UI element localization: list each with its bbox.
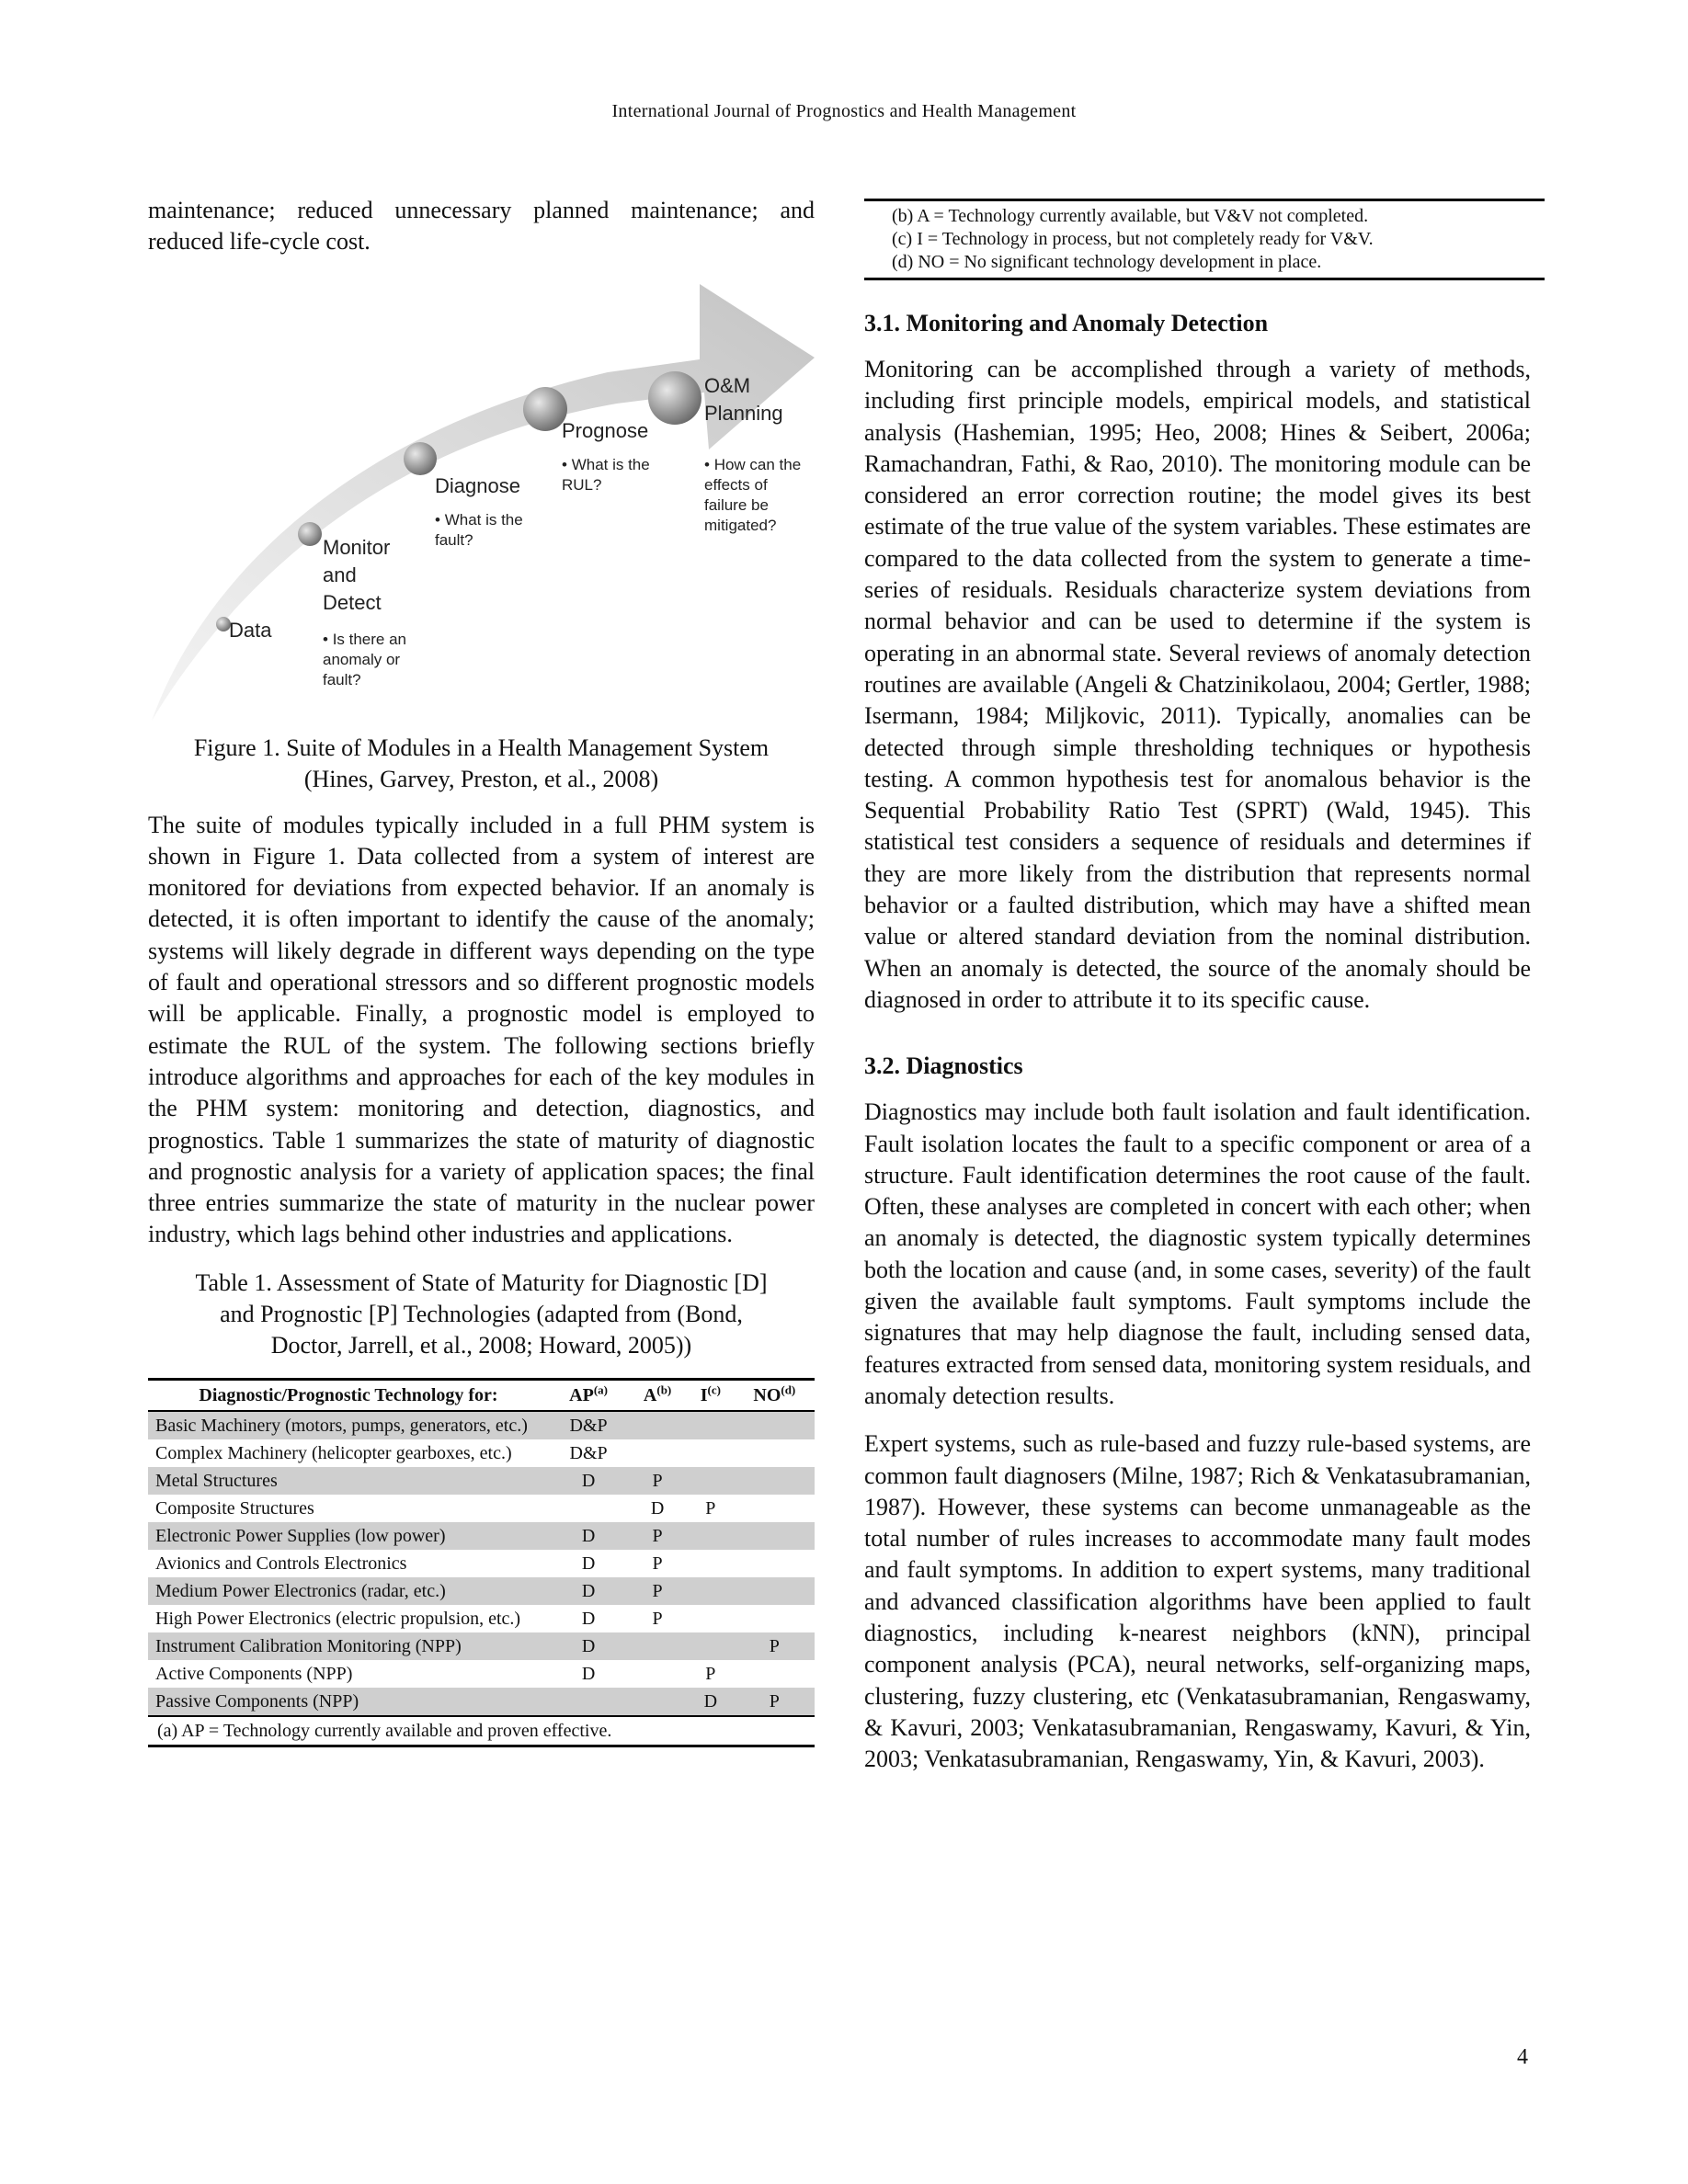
stage-bullet-prognose: • What is the RUL?: [562, 455, 650, 494]
left-column: [148, 195, 815, 1747]
cell-no: [735, 1577, 815, 1605]
stage-bullet-om: • How can the effects of failure be mitigated?: [704, 455, 802, 534]
col-header-no: NO$^{(d)}$: [735, 1379, 815, 1411]
cell-technology: Composite Structures: [155, 1497, 314, 1519]
table-row: [148, 1439, 815, 1467]
stage-bullet-monitor: • Is there an anomaly or fault?: [323, 630, 407, 688]
cell-no: [735, 1660, 815, 1688]
cell-a: P: [628, 1577, 687, 1605]
cell-ap: D: [549, 1632, 628, 1660]
page-number: 4: [1517, 2045, 1528, 2069]
stage-label-diagnose: Diagnose: [435, 473, 520, 497]
cell-technology: Instrument Calibration Monitoring (NPP): [148, 1632, 549, 1660]
cell-a: P: [652, 1553, 663, 1574]
cell-a: P: [652, 1608, 663, 1629]
cell-no: [735, 1439, 815, 1467]
cell-i: P: [705, 1497, 716, 1519]
cell-a: [628, 1411, 687, 1439]
col-header-i: $I^{(c)}$: [687, 1379, 735, 1411]
table-notes: [864, 199, 1545, 280]
footnote-a: (a) AP = Technology currently available and proven effective.: [148, 1716, 815, 1746]
cell-technology: Electronic Power Supplies (low power): [148, 1522, 549, 1550]
running-header: International Journal of Prognostics and Health Management: [611, 101, 1077, 121]
cell-i: [687, 1550, 735, 1577]
section-31-text: Monitoring can be accomplished through a variety of methods, including first principle models, empirical models, and statistical analysis (Hashemian, 1995; Heo, 2008; Hines & Seibert, 2006a; Ramachandran, Fathi, & Rao, 2010). The monitoring module can be considered an error correction routine; the model gives its best estimate of the true value of the system variables. These estimates are compared to the data collected from the system to generate a time-series of residuals. Residuals characterize system deviations from normal behavior and can be used to determine if the system is operating in an abnormal state. Several reviews of anomaly detection routines are available (Angeli & Chatzinikolaou, 2004; Gertler, 1988; Isermann, 1984; Miljkovic, 2011). Typically, anomalies can be detected through simple thresholding techniques or hypothesis testing. A common hypothesis test for anomalous behavior is the Sequential Probability Ratio Test (SPRT) (Wald, 1945). This statistical test considers a sequence of residuals and determines if they are more likely from the distribution that represents normal behavior or a faulted distribution, which may have a shifted mean value or altered standard deviation from the nominal distribution. When an anomaly is detected, the source of the anomaly should be diagnosed in order to attribute it to its specific cause.: [864, 356, 1531, 1013]
table-row: [148, 1550, 815, 1577]
cell-ap: D: [581, 1608, 596, 1629]
cell-a: P: [628, 1522, 687, 1550]
cell-a: [628, 1632, 687, 1660]
body-paragraph: The suite of modules typically included in a full PHM system is shown in Figure 1. Data collected from a system of interest are monitored for deviations from expected behavior. If an anomaly is detected, it is often important to identify the cause of the anomaly; systems will likely degrade in different ways depending on the type of fault and operational stressors and so different prognostic models will be applicable. Finally, a prognostic model is employed to estimate the RUL of the system. The following sections briefly introduce algorithms and approaches for each of the key modules in the PHM system: monitoring and detection, diagnostics, and prognostics. Table 1 summarizes the state of maturity of diagnostic and prognostic analysis for a variety of application spaces; the final three entries summarize the state of maturity in the nuclear power industry, which lags behind other industries and applications.: [148, 811, 815, 1248]
col-header-technology: Diagnostic/Prognostic Technology for:: [148, 1379, 549, 1411]
note-b: (b) A = Technology currently available, but V&V not completed.: [892, 206, 1369, 226]
cell-technology: Passive Components (NPP): [148, 1688, 549, 1716]
figure-caption-line2: (Hines, Garvey, Preston, et al., 2008): [303, 765, 659, 792]
stage-label-data: Data: [229, 618, 272, 642]
cell-no: [735, 1605, 815, 1632]
cell-i: [687, 1467, 735, 1495]
table-row: [148, 1467, 815, 1495]
cell-no: [735, 1550, 815, 1577]
table-caption-line2: and Prognostic [P] Technologies (adapted from (Bond,: [220, 1300, 743, 1327]
figure-1: [148, 284, 815, 733]
section-32-heading: 3.2. Diagnostics: [864, 1052, 1023, 1080]
table-caption-line1: Table 1. Assessment of State of Maturity for Diagnostic [D]: [195, 1268, 768, 1296]
cell-a: P: [628, 1467, 687, 1495]
table-row: [148, 1577, 815, 1605]
stage-label-prognose: Prognose: [562, 418, 649, 442]
table-footnote-row: [148, 1716, 815, 1746]
cell-ap: D: [549, 1522, 628, 1550]
cell-a: [628, 1660, 687, 1688]
section-32-text2: Expert systems, such as rule-based and fuzzy rule-based systems, are common fault diagnosers (Milne, 1987; Rich & Venkatasubramanian, 1987). However, these systems can become unmanageable as the total number of rules increases to accommodate many fault modes and fault symptoms. In addition to expert systems, many traditional and advanced classification algorithms have been applied to fault diagnostics, including k-nearest neighbors (kNN), principal component analysis (PCA), neural networks, self-organizing maps, clustering, fuzzy clustering, etc (Venkatasubramanian, Rengaswamy, & Kavuri, 2003; Venkatasubramanian, Rengaswamy, Kavuri, & Yin, 2003; Venkatasubramanian, Rengaswamy, Yin, & Kavuri, 2003).: [864, 1430, 1531, 1773]
table-row: [148, 1411, 815, 1439]
table-row: [148, 1660, 815, 1688]
cell-ap: [549, 1688, 628, 1716]
note-d: (d) NO = No significant technology development in place.: [892, 252, 1322, 272]
table-row: [148, 1688, 815, 1716]
section-31-heading: 3.1. Monitoring and Anomaly Detection: [864, 310, 1269, 336]
stage-dot-prognose: [523, 387, 567, 431]
table-row: [148, 1632, 815, 1660]
cell-i: [687, 1522, 735, 1550]
section-32-text1: Diagnostics may include both fault isolation and fault identification. Fault isolation locates the fault to a specific component or area of a structure. Fault identification determines the root cause of the fault. Often, these analyses are completed in concert with each other; when an anomaly is detected, the diagnostic system typically determines both the location and cause (and, in some cases, severity) of the fault given the available fault symptoms. Fault symptoms include the signatures that may help diagnose the fault, including sensed data, features extracted from sensed data, monitoring system residuals, and anomaly detection results.: [864, 1098, 1531, 1409]
stage-dot-monitor: [298, 522, 322, 546]
stage-dot-om: [648, 371, 701, 425]
cell-no: [735, 1522, 815, 1550]
cell-i: [687, 1632, 735, 1660]
cell-a: D: [650, 1497, 665, 1519]
cell-technology: Basic Machinery (motors, pumps, generators, etc.): [148, 1411, 549, 1439]
cell-i: D: [687, 1688, 735, 1716]
cell-no: [735, 1411, 815, 1439]
cell-ap: D&P: [569, 1442, 608, 1463]
cell-i: P: [705, 1663, 716, 1684]
cell-ap: D&P: [549, 1411, 628, 1439]
note-c: (c) I = Technology in process, but not completely ready for V&V.: [892, 229, 1374, 249]
intro-text: maintenance; reduced unnecessary planned maintenance; and reduced life-cycle cost.: [148, 197, 815, 256]
cell-i: [687, 1411, 735, 1439]
table-row: [148, 1605, 815, 1632]
stage-label-om: O&M Planning: [704, 373, 783, 425]
cell-ap: [549, 1495, 628, 1522]
stage-bullet-diagnose: • What is the fault?: [435, 510, 523, 549]
table-header-row: [148, 1379, 815, 1411]
right-column: [864, 195, 1531, 1775]
cell-technology: Active Components (NPP): [155, 1663, 353, 1684]
cell-ap: D: [581, 1553, 596, 1574]
cell-no: [735, 1467, 815, 1495]
cell-no: P: [735, 1632, 815, 1660]
col-header-a: $A^{(b)}$: [628, 1379, 687, 1411]
cell-i: [687, 1577, 735, 1605]
table-row: [148, 1522, 815, 1550]
table-row: [148, 1495, 815, 1522]
cell-i: [687, 1439, 735, 1467]
cell-i: [687, 1605, 735, 1632]
maturity-table: [148, 1378, 815, 1747]
cell-ap: D: [549, 1467, 628, 1495]
cell-technology: Complex Machinery (helicopter gearboxes, etc.): [155, 1442, 512, 1463]
cell-technology: Avionics and Controls Electronics: [155, 1553, 407, 1574]
cell-a: [628, 1439, 687, 1467]
col-header-ap: AP$^{(a)}$: [549, 1379, 628, 1411]
table-caption-line3: Doctor, Jarrell, et al., 2008; Howard, 2005)): [270, 1331, 692, 1359]
stage-dot-diagnose: [404, 442, 437, 475]
stage-label-monitor: Monitor and Detect: [323, 535, 391, 614]
cell-ap: D: [549, 1577, 628, 1605]
figure-caption-line1: Figure 1. Suite of Modules in a Health Management System: [193, 734, 770, 761]
cell-technology: Metal Structures: [148, 1467, 549, 1495]
cell-technology: High Power Electronics (electric propulsion, etc.): [155, 1608, 521, 1629]
cell-ap: D: [581, 1663, 596, 1684]
cell-no: P: [735, 1688, 815, 1716]
cell-no: [735, 1495, 815, 1522]
cell-technology: Medium Power Electronics (radar, etc.): [148, 1577, 549, 1605]
cell-a: [628, 1688, 687, 1716]
